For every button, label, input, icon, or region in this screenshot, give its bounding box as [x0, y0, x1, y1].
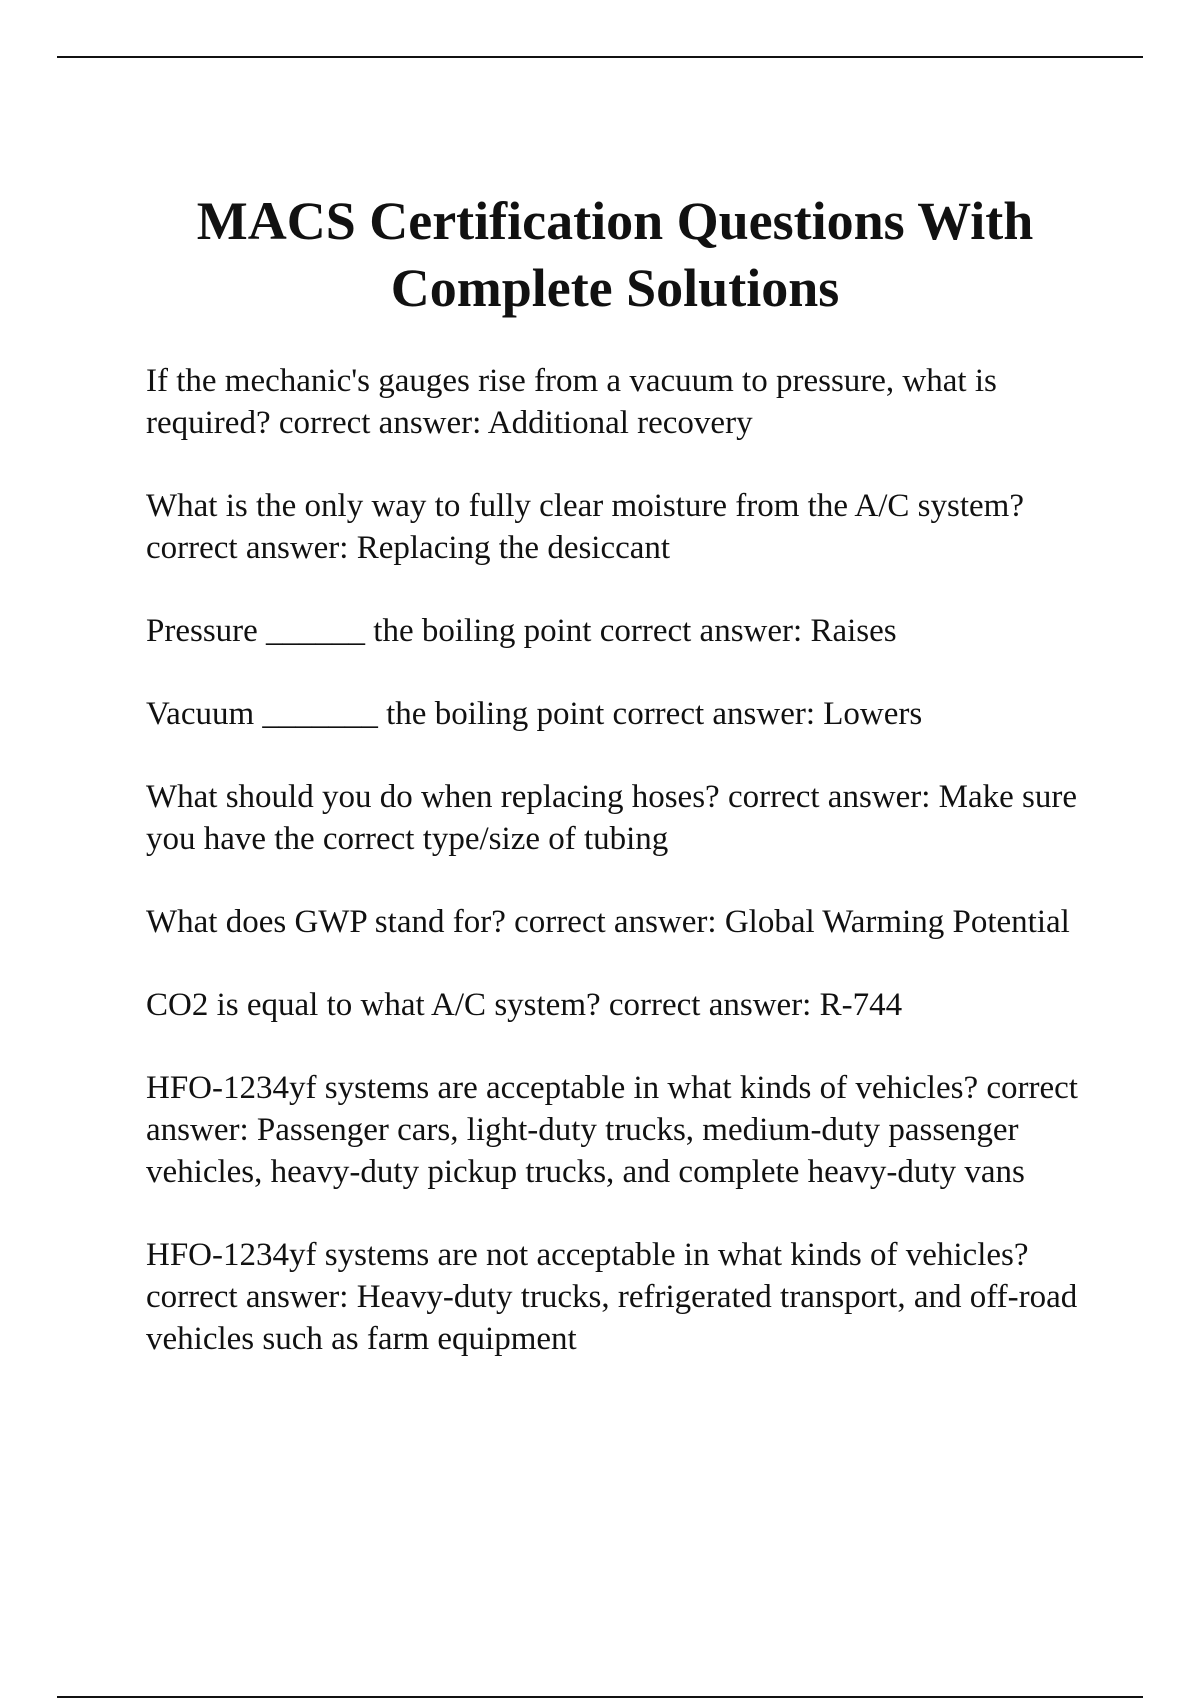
answer-label: correct answer: — [727, 779, 931, 815]
answer-text: R-744 — [819, 987, 903, 1023]
answer-text: Global Warming Potential — [724, 904, 1070, 940]
answer-label: correct answer: — [278, 405, 482, 441]
answer-label: correct answer: — [514, 904, 717, 940]
question-text: What is the only way to fully clear moisture from the A/C system? — [146, 488, 1024, 524]
qa-item — [146, 485, 1096, 569]
question-text: Vacuum _______ the boiling point — [146, 696, 605, 732]
qa-item — [146, 984, 1096, 1026]
qa-item — [146, 610, 1096, 652]
answer-text: Make sure you have the correct type/size of tubing — [146, 779, 1086, 857]
question-text: What should you do when replacing hoses? — [146, 779, 720, 815]
answer-label: correct answer: — [146, 1070, 1078, 1148]
qa-item — [146, 360, 1096, 444]
answer-text: Lowers — [823, 696, 923, 732]
top-divider — [57, 56, 1143, 58]
question-text: HFO-1234yf systems are acceptable in what kinds of vehicles? — [146, 1070, 979, 1106]
answer-text: Replacing the desiccant — [356, 530, 671, 566]
answer-text: Passenger cars, light-duty trucks, medium-duty passenger vehicles, heavy-duty pickup trucks, and complete heavy-duty vans — [146, 1112, 1027, 1190]
document-title: MACS Certification Questions With Complete Solutions — [196, 191, 1034, 318]
answer-label: correct answer: — [599, 613, 803, 649]
qa-item — [146, 901, 1096, 943]
answer-label: correct answer: — [146, 1279, 349, 1315]
answer-text: Raises — [810, 613, 897, 649]
answer-text: Additional recovery — [487, 405, 753, 441]
answer-label: correct answer: — [146, 530, 349, 566]
qa-list — [146, 360, 1096, 1401]
qa-item — [146, 1067, 1096, 1193]
question-text: Pressure ______ the boiling point — [146, 613, 592, 649]
question-text: If the mechanic's gauges rise from a vacuum to pressure, what is required? — [146, 363, 1006, 441]
qa-item — [146, 1234, 1096, 1360]
question-text: HFO-1234yf systems are not acceptable in what kinds of vehicles? — [146, 1237, 1029, 1273]
qa-item — [146, 693, 1096, 735]
answer-label: correct answer: — [612, 696, 816, 732]
qa-item — [146, 776, 1096, 860]
answer-text: Heavy-duty trucks, refrigerated transport, and off-road vehicles such as farm equipment — [146, 1279, 1086, 1357]
question-text: CO2 is equal to what A/C system? — [146, 987, 601, 1023]
bottom-divider — [57, 1696, 1143, 1698]
question-text: What does GWP stand for? — [146, 904, 506, 940]
answer-label: correct answer: — [608, 987, 812, 1023]
